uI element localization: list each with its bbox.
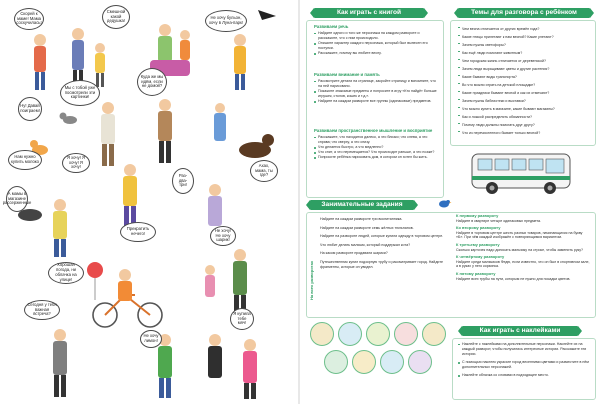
list-item: С помощью наклеек украсьте город весенними цветами и разместите в нём дополнительных персонажей. bbox=[458, 360, 592, 370]
speech-section-heading: Развиваем речь bbox=[314, 24, 349, 29]
list-item: Покажите знакомые предметы и попросите в игру «Кто найдёт больше игрушек, столов, кошек и т.д.». bbox=[314, 89, 438, 99]
fragment-circle bbox=[366, 322, 390, 346]
task-group-heading: К первому развороту bbox=[456, 213, 499, 218]
tasks-right-column bbox=[456, 214, 590, 281]
speech-bubble: А мамы в магазине рассерженные bbox=[6, 186, 28, 212]
task-group bbox=[456, 226, 590, 240]
task-group-text: Найдите в торговом центре шесть разных товаров, начинающихся на букву «Б». При чём каждый изображён с повторяющимся вариантом. bbox=[456, 230, 583, 240]
list-item: Чем городская жизнь отличается от деревенской? bbox=[458, 57, 592, 65]
fragment-circle bbox=[324, 350, 348, 374]
task-group-heading: Ко второму развороту bbox=[456, 225, 501, 231]
list-item: Как ещё люди помогают животным? bbox=[458, 49, 592, 57]
list-item: Расскажите, что находится далеко, а что близко; что слева, а что справа; что сверху, а что снизу. bbox=[314, 135, 438, 145]
topics-title: Темы для разговора с ребёнком bbox=[471, 9, 577, 16]
task-group-heading: К четвёртому развороту bbox=[456, 254, 505, 260]
speech-bubble: Скорей к маме! Мама соскучилась! bbox=[14, 8, 44, 30]
task-item: Найдите на каждом развороте три воспитанника. bbox=[320, 217, 403, 221]
task-item: На каком развороте продавали шарики? bbox=[320, 251, 388, 256]
task-group-text: Найдите среди мальчиков Федю, если известно, что он был в спортивном зале, а в руках у него корзинка. bbox=[456, 259, 590, 269]
list-item: Что делается быстро, а что медленно? bbox=[314, 145, 438, 150]
list-item: Рассмотрите детали на странице, закройте страницу и вспомните, что на ней нарисовано. bbox=[314, 79, 438, 89]
tasks-title: Занимательные задания bbox=[321, 201, 403, 208]
task-group bbox=[456, 272, 590, 281]
speech-bubble: Ахах, мама, ты где? bbox=[250, 160, 278, 182]
spatial-section-list bbox=[314, 135, 438, 160]
text-page bbox=[300, 0, 600, 404]
list-item: Что из перечисленного бывает только весной? bbox=[458, 129, 592, 137]
speech-bubble: Нам нужно купить молоко bbox=[8, 150, 42, 170]
speech-bubble: Раз-два-три! bbox=[172, 168, 194, 194]
task-item: Путешественник купил подзорную трубу и рассматривает город. Найдите фрагменты, которые он увидел. bbox=[320, 259, 444, 269]
fragment-circle bbox=[310, 322, 334, 346]
list-item: Найдите на каждом развороте все группы (одинаковые) предметов. bbox=[314, 99, 438, 104]
fragment-circle bbox=[408, 350, 432, 374]
list-item: Что спит, а что перемещается? Что происходит раньше, а что позже? bbox=[314, 150, 438, 155]
list-item: Найдите одного и того же персонажа на каждом развороте и расскажите, что с ним происходило. bbox=[314, 31, 438, 41]
speech-bubble: Хорошая погода, ни облачка на улице! bbox=[48, 262, 84, 284]
speech-bubble: Не хочу! Не хочу шарик! bbox=[210, 226, 236, 246]
illustration-page bbox=[0, 0, 298, 404]
list-item: Попросите ребёнка нарисовать дом, в котором он хотел бы жить. bbox=[314, 155, 438, 160]
task-item: Найдите на развороте людей, которые купили одежду в торговом центре. bbox=[320, 234, 444, 239]
fragment-circle bbox=[352, 350, 376, 374]
list-item: Зачем нужны светофоры? bbox=[458, 41, 592, 49]
stickers-banner bbox=[462, 326, 578, 336]
speech-bubble: Не хочу бульон, хочу в Луна-парк! bbox=[205, 10, 247, 32]
list-item: Как и ложкой распределять обязанности? bbox=[458, 113, 592, 121]
tasks-left-column bbox=[320, 217, 446, 269]
bird-icon bbox=[438, 198, 450, 208]
list-item: Почему люди должны помогать друг другу? bbox=[458, 121, 592, 129]
list-item: Наклейте облачка со словами в подходящее место. bbox=[458, 373, 592, 378]
speech-bubble: Я хочу! Я хочу! Я хочу! bbox=[62, 153, 90, 173]
speech-bubble: Мы с тобой уже посмотрели эти картинки! bbox=[60, 80, 100, 106]
fragment-circle bbox=[394, 322, 418, 346]
task-group-text: Найдите всех трубы на пути, которым не нужно для посадки цветов. bbox=[456, 276, 571, 281]
speech-bubble: Прекратить нечего! bbox=[120, 222, 156, 242]
speech-bubble: Я купила тебе мяч! bbox=[230, 308, 254, 330]
task-group-text: Найдите в квартире четыре одинаковых предмета. bbox=[456, 218, 542, 223]
attention-section-heading: Развиваем внимание и память bbox=[314, 72, 380, 77]
list-item: Чем весна отличается от других времён года? bbox=[458, 25, 592, 33]
fragment-circle bbox=[338, 322, 362, 346]
task-group bbox=[456, 255, 590, 269]
list-item: Какие птицы прилетают к нам весной? Какие улетают? bbox=[458, 33, 592, 41]
how-to-play-book-title: Как играть с книгой bbox=[336, 9, 402, 16]
speech-bubble: Смешной какой дедушка! bbox=[102, 5, 130, 29]
speech-bubble: Не хочу лимон! bbox=[140, 330, 162, 348]
list-item: Расскажите, почему вы любите весну. bbox=[314, 51, 438, 56]
minibus-illustration bbox=[470, 148, 576, 198]
list-item: Какие бывают виды транспорта? bbox=[458, 73, 592, 81]
task-group bbox=[456, 243, 590, 252]
speech-bubble: Куда же мы идём, если не домой? bbox=[137, 68, 167, 96]
task-group bbox=[456, 214, 590, 223]
task-item: Найдите на каждом развороте семь жёлтых тюльпанов. bbox=[320, 225, 414, 230]
fragment-circle bbox=[380, 350, 404, 374]
fragment-circle bbox=[422, 322, 446, 346]
list-item: Во что можно играть на детской площадке? bbox=[458, 81, 592, 89]
attention-section-list bbox=[314, 79, 438, 104]
task-group-heading: К третьему развороту bbox=[456, 241, 500, 247]
task-item: Что любит делать мальчик, который поддержал кота? bbox=[320, 242, 411, 247]
stickers-list bbox=[458, 342, 592, 379]
speech-section-list bbox=[314, 31, 438, 56]
tasks-side-label: На всех разворотах bbox=[309, 260, 314, 300]
speech-bubble: Сегодня у тебя важная встреча? bbox=[24, 300, 60, 320]
list-item: Что можно купить в магазине, какие бывают магазины? bbox=[458, 105, 592, 113]
task-group-text: Сколько карточек надо дописать мальчику на строке, чтобы заменить руку? bbox=[456, 247, 584, 252]
list-item: Зачем нужны библиотеки и выставки? bbox=[458, 97, 592, 105]
list-item: Опишите характер каждого персонажа, который был вынесен его поступки. bbox=[314, 41, 438, 51]
how-to-play-book-banner bbox=[314, 8, 424, 18]
tasks-banner bbox=[310, 200, 414, 210]
list-item: Зачем люди выращивают цветы и другие растения? bbox=[458, 65, 592, 73]
topics-list bbox=[458, 25, 592, 137]
task-group-heading: К пятому развороту bbox=[456, 270, 496, 276]
topics-banner bbox=[458, 8, 590, 18]
speech-bubble: Ну! Давай поиграем! bbox=[18, 97, 42, 121]
bicycle-scene bbox=[87, 249, 247, 327]
stickers-title: Как играть с наклейками bbox=[479, 327, 561, 334]
list-item: Наклейте с наклейками на дополнительные персонажи. Наклейте их на каждый разворот, чтобы получились интересные истории. Расскажите эти истории. bbox=[458, 342, 592, 357]
spatial-section-heading: Развиваем пространственное мышление и восприятие bbox=[314, 128, 433, 133]
list-item: Какие праздники бывают весной и как их отмечают? bbox=[458, 89, 592, 97]
